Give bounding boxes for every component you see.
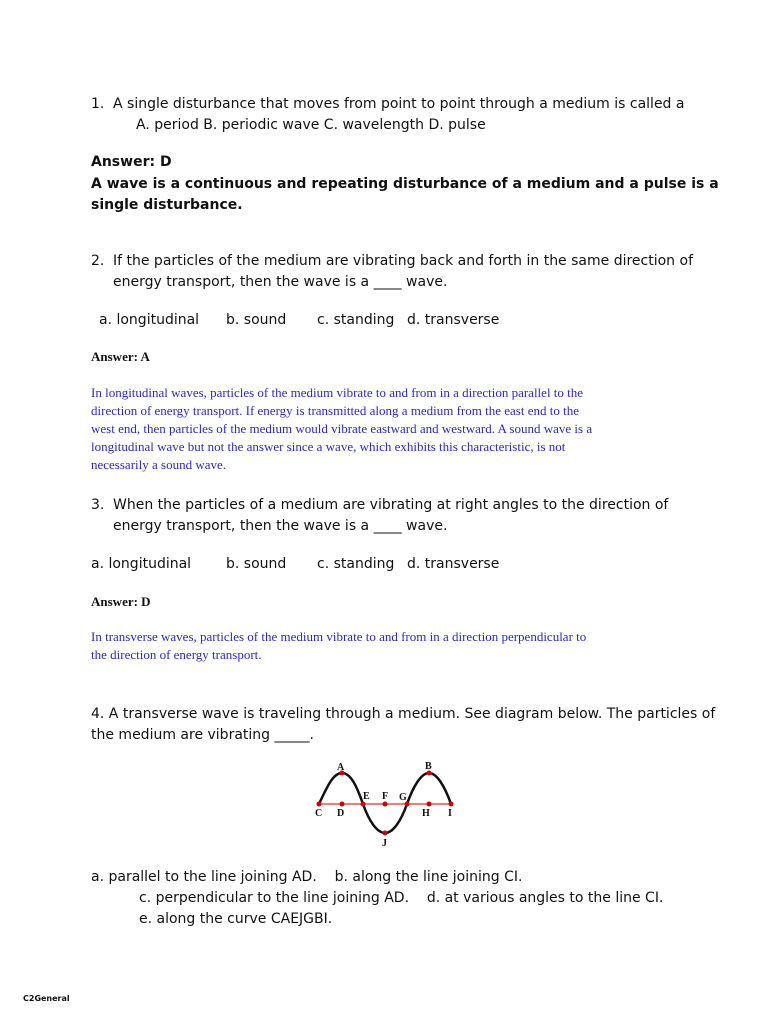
point-j	[383, 831, 388, 836]
point-f	[383, 802, 388, 807]
q1-number: 1.	[91, 96, 105, 112]
q4-text-line1: 4. A transverse wave is traveling through a medium. See diagram below. The particles of	[91, 706, 716, 722]
q2-explanation-line3: west end, then particles of the medium would vibrate eastward and westward. A sound wave is a	[91, 421, 593, 436]
q2-explanation-line5: necessarily a sound wave.	[91, 457, 227, 472]
q2-option-c: c. standing	[317, 312, 395, 328]
label-c: C	[315, 808, 323, 819]
q1-text: A single disturbance that moves from point to point through a medium is called a	[113, 96, 685, 112]
q2-answer: Answer: A	[91, 349, 150, 364]
q2-number: 2.	[91, 253, 105, 269]
label-d: D	[337, 808, 345, 819]
label-b: B	[425, 761, 432, 772]
q3-text-line1: When the particles of a medium are vibrating at right angles to the direction of	[113, 497, 669, 513]
q4-text-line2: the medium are vibrating _____.	[91, 727, 314, 743]
point-i	[449, 802, 454, 807]
q3-option-a: a. longitudinal	[91, 556, 192, 572]
q2-text-line1: If the particles of the medium are vibrating back and forth in the same direction of	[113, 253, 693, 269]
point-h	[427, 802, 432, 807]
q1-explanation-line2: single disturbance.	[91, 197, 243, 213]
q2-explanation-line1: In longitudinal waves, particles of the medium vibrate to and from in a direction parallel to the	[91, 385, 584, 400]
point-c	[317, 802, 322, 807]
q3-number: 3.	[91, 497, 105, 513]
label-g: G	[399, 792, 407, 803]
q4-options-line1: a. parallel to the line joining AD. b. along the line joining CI.	[91, 869, 523, 885]
label-a: A	[337, 762, 345, 773]
label-e: E	[363, 791, 370, 802]
q2-option-b: b. sound	[226, 312, 287, 328]
q2-text-line2: energy transport, then the wave is a ____ wave.	[113, 274, 448, 290]
q3-text-line2: energy transport, then the wave is a ____ wave.	[113, 518, 448, 534]
q2-explanation-line2: direction of energy transport. If energy is transmitted along a medium from the east end to the	[91, 403, 579, 418]
label-f: F	[382, 791, 389, 802]
label-j: J	[382, 838, 387, 849]
q1-options: A. period B. periodic wave C. wavelength D. pulse	[136, 117, 486, 133]
q1-explanation-line1: A wave is a continuous and repeating disturbance of a medium and a pulse is a	[91, 176, 719, 192]
footer-classification: C2General	[23, 994, 70, 1003]
q2-option-a: a. longitudinal	[99, 312, 200, 328]
q3-explanation-line2: the direction of energy transport.	[91, 647, 262, 662]
q1-answer: Answer: D	[91, 154, 172, 170]
q3-explanation-line1: In transverse waves, particles of the medium vibrate to and from in a direction perpendicular to	[91, 629, 587, 644]
point-d	[340, 802, 345, 807]
q3-option-b: b. sound	[226, 556, 287, 572]
q3-option-d: d. transverse	[407, 556, 500, 572]
label-h: H	[422, 808, 430, 819]
label-i: I	[448, 808, 452, 819]
q3-option-c: c. standing	[317, 556, 395, 572]
q4-options-line2: c. perpendicular to the line joining AD. d. at various angles to the line CI.	[139, 890, 664, 906]
q2-explanation-line4: longitudinal wave but not the answer since a wave, which exhibits this characteristic, is not	[91, 439, 566, 454]
q2-option-d: d. transverse	[407, 312, 500, 328]
q3-answer: Answer: D	[91, 594, 151, 609]
transverse-wave-diagram	[305, 755, 465, 850]
q4-options-line3: e. along the curve CAEJGBI.	[139, 911, 333, 927]
point-e	[361, 802, 366, 807]
